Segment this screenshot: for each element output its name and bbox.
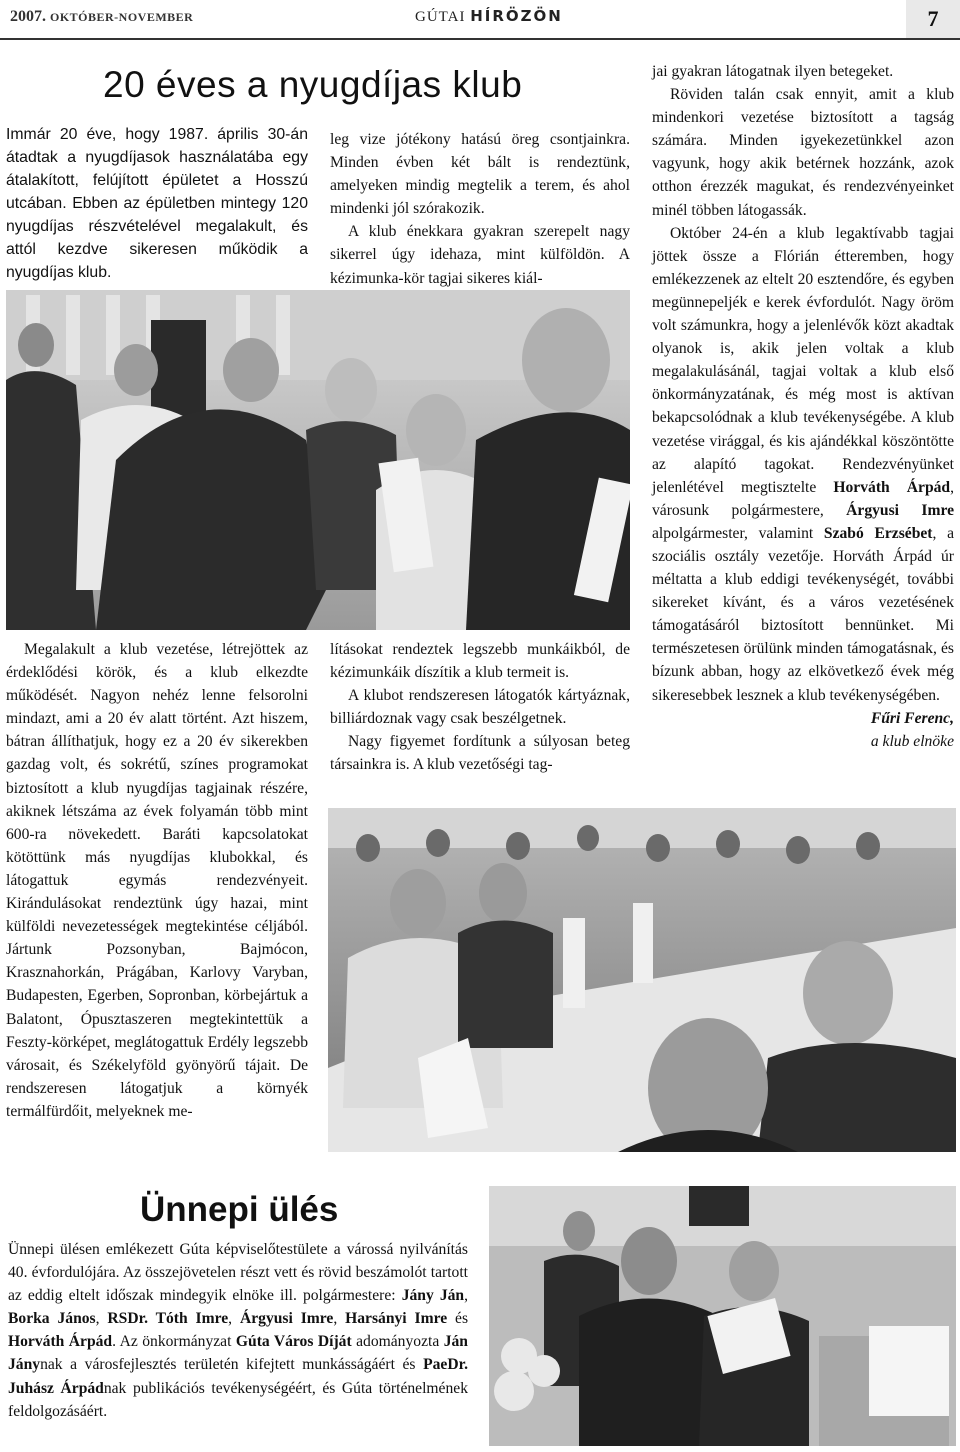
person-name: PaeDr. Juhász Árpád (8, 1356, 468, 1397)
text-run: Október 24-én a klub legaktívabb tagjai jöttek össze a Flórián étteremben, hogy emlékezzenek az eltelt 20 esztendőre, és egyben megünnepeljék e kerek évfordulót. Nagy öröm volt számunkra, hogy a jelenlévők közt akadtak olyanok is, akik jelen voltak a klub megalakulásánál, tagjai voltak a klub első önkormányzatának, és még most is aktívan bekapcsolódnak a klub tevékenységébe. A klub vezetése virággal, és kis ajándékkal köszöntötte az alapító tagokat. Rendezvényünket jelenlétével megtisztelte (652, 224, 954, 496)
photo-banquet-image (328, 808, 956, 1152)
photo-banquet (328, 808, 956, 1152)
article-2-body (8, 1238, 468, 1423)
person-name: Árgyusi Imre (846, 501, 955, 519)
article-2-title: Ünnepi ülés (140, 1190, 339, 1229)
article-column-3 (652, 60, 954, 753)
text-run: nak a városfejlesztés területén kifejtett munkásságáért és (40, 1356, 424, 1374)
text-run: , (464, 1287, 468, 1305)
text-run: , (228, 1310, 240, 1328)
person-name: Borka János (8, 1310, 96, 1328)
page-number: 7 (906, 0, 960, 38)
header-rule (0, 38, 960, 40)
person-name: Harsányi Imre (345, 1310, 448, 1328)
text-run: nak publikációs tevékenységéért, és Gúta történelmének feldolgozásáért. (8, 1379, 468, 1420)
photo-club-members (6, 290, 630, 630)
text-run: és (447, 1310, 469, 1328)
issue-months: OKTÓBER-NOVEMBER (50, 10, 194, 24)
photo-club-members-image (6, 290, 630, 630)
article-column-2-bottom (330, 638, 630, 777)
text-run: , (333, 1310, 346, 1328)
person-name: Jány Ján (401, 1287, 465, 1305)
paragraph: A klub énekkara gyakran szerepelt nagy sikerrel úgy idehaza, mint külföldön. A kézimunka-kör tagjai sikeres kiál- (330, 223, 630, 287)
newspaper-name (415, 7, 563, 26)
page-header (0, 0, 960, 40)
signature-role: a klub elnöke (870, 732, 954, 750)
paragraph: leg vize jótékony hatású öreg csontjainkra. Minden évben két bált is rendeztünk, amelyeken mindig megtelik a terem, és ahol mindenki jól szórakozik. (330, 131, 630, 218)
paragraph: Megalakult a klub vezetése, létrejöttek az érdeklődési körök, és a klub elkezdte működését. Nagyon nehéz lenne felsorolni mindazt, ami a 20 év alatt történt. Azt hiszem, bátran állíthatjuk, hogy ez a 20 év sikerekben gazdag volt, és sokrétű, színes programokat biztosított a klub nyugdíjas tagjainak részére, akiknek létszáma az évek folyamán több mint 600-ra növekedett. Baráti kapcsolatokat kötöttünk más nyugdíjas klubokkal, és látogattuk egymás rendezvényeit. Kirándulásokat rendeztünk úgy hazai, mint külföldi nevezetességek megtekintése céljából. Jártunk Pozsonyban, Bajmócon, Krasznahorkán, Prágában, Karlovy Varyban, Budapesten, Egerben, Sopronban, körbejártuk a Balatont, Ópusztaszeren megtekintettük a Feszty-körképet, meglátogattuk Erdély legszebb városait, és Székelyföld gyönyörű tájait. De rendszeresen látogatjuk a környék termálfürdőit, melyeknek me- (6, 641, 308, 1120)
text-run: . Az önkormányzat (112, 1333, 236, 1351)
signature-name: Fűri Ferenc, (870, 709, 954, 727)
issue-year: 2007. (10, 8, 46, 25)
signature (652, 707, 954, 730)
article-lead (6, 123, 308, 284)
paragraph: Nagy figyemet fordítunk a súlyosan beteg társainkra is. A klub vezetőségi tag- (330, 733, 630, 774)
person-name: Horváth Árpád (8, 1333, 113, 1351)
text-run: adományozta (351, 1333, 444, 1351)
person-name: Horváth Árpád (833, 478, 951, 496)
text-run: , városunk polgármestere, (652, 478, 954, 519)
paragraph: lításokat rendeztek legszebb munkáikból, de kézimunkáik díszítik a klub termeit is. (330, 641, 630, 682)
text-run: , (95, 1310, 108, 1328)
newspaper-prefix: GÚTAI (415, 9, 466, 25)
article-title: 20 éves a nyugdíjas klub (103, 64, 523, 105)
newspaper-title: HÍRÖZÖN (470, 7, 563, 25)
paragraph: Röviden talán csak ennyit, amit a klub mindenkori vezetése biztosított a tagság számára. Minden igyekezetünkkel azon vagyunk, hogy akik betérnek hozzánk, azok otthon érezzék magukat, és rendezvényeinket minél többen látogassák. (652, 86, 954, 219)
photo-award-ceremony-image (489, 1186, 956, 1446)
paragraph: A klubot rendszeresen látogatók kártyáznak, billiárdoznak vagy csak beszélgetnek. (330, 687, 630, 728)
article-column-2-top (330, 128, 630, 290)
text-run: , a szociális osztály vezetője. Horváth Árpád úr méltatta a klub eddigi tevékenységét, további sikereket kívánt, és a város vezetésének támogatásáról biztosított bennünket. Mi természetesen örülünk minden támogatásnak, és bízunk abban, hogy az elkövetkező évek még sikeresebbek lesznek a klub tevékenységében. (652, 524, 955, 704)
person-name: RSDr. Tóth Imre (107, 1310, 229, 1328)
lead-text: Immár 20 éve, hogy 1987. április 30-án átadtak a nyugdíjasok használatába egy átalakított, felújított épületet a Hosszú utcában. Ebben az épületben mintegy 120 nyugdíjas részvételével megalakult, és attól kezdve sikeresen működik a nyugdíjas klub. (6, 126, 308, 281)
article-column-1 (6, 638, 308, 1123)
person-name: Szabó Erzsébet (823, 524, 933, 542)
award-name: Gúta Város Díját (235, 1333, 352, 1351)
text-run: alpolgármester, valamint (652, 524, 824, 542)
text-run: Ünnepi ülésen emlékezett Gúta képviselőtestülete a várossá nyilvánítás 40. évfordulójára. Az összejövetelen részt vett és rövid beszámolót tartott az eddig eltelt időszak mindegyik elnöke ill. polgármestere: (8, 1241, 468, 1305)
paragraph: jai gyakran látogatnak ilyen betegeket. (652, 63, 894, 80)
paragraph-with-names (8, 1238, 468, 1423)
paragraph-with-names (652, 222, 954, 707)
photo-award-ceremony (489, 1186, 956, 1446)
person-name: Árgyusi Imre (239, 1310, 334, 1328)
person-name: Ján Jány (8, 1333, 468, 1374)
issue-date (10, 8, 193, 26)
